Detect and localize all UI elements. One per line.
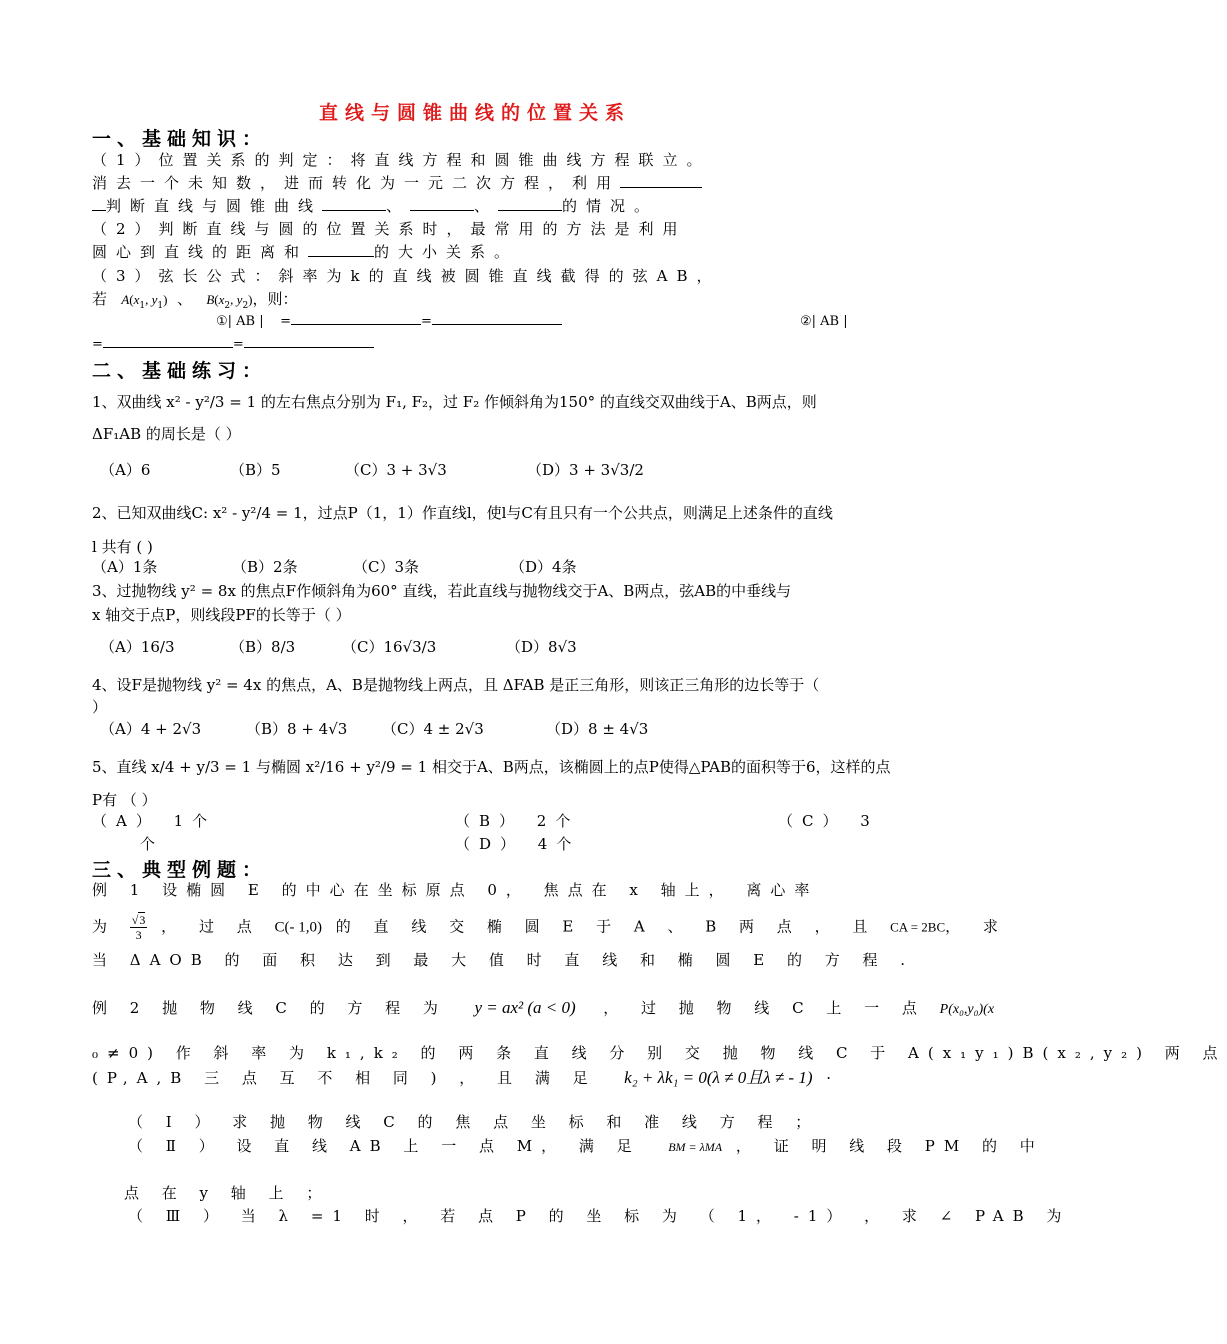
s1-formula2: ②| AB | — [800, 314, 848, 329]
ex2-sub2-cont: 点 在 y 轴 上 ； — [124, 1184, 331, 1202]
ex1-line1: 例 1 设椭圆 E 的中心在坐标原点 0， 焦点在 x 轴上， 离心率 — [92, 881, 819, 899]
q2-option-d: （D）4条 — [510, 558, 577, 576]
q1-text2: ΔF₁AB 的周长是（ ） — [92, 425, 241, 443]
s1-p1-line2: 消去一个未知数，进而转化为一元二次方程，利用 — [92, 173, 702, 193]
q2-text: 2、已知双曲线C: x² - y²/4 = 1，过点P（1，1）作直线l，使l与C有且只有一个公共点，则满足上述条件的直线 — [92, 504, 833, 522]
q2-text2: l 共有 ( ) — [92, 538, 153, 556]
q3-option-d: （D）8√3 — [506, 638, 577, 656]
s1-p3-line1: （3）弦长公式：斜率为k的直线被圆锥直线截得的弦AB， — [92, 267, 721, 285]
q2-option-b: （B）2条 — [232, 558, 298, 576]
q4-option-d: （D）8 ± 4√3 — [546, 720, 649, 738]
ex2-line3: (P,A,B 三 点 互 不 相 同 ) ， 且 满 足 k₂ + λk₁ = 0(λ ≠ 0且λ ≠ - 1) · — [92, 1068, 841, 1087]
q5-option-c: （C） 3 — [778, 812, 879, 830]
q2-option-c: （C）3条 — [353, 558, 420, 576]
ex2-sub3: （ Ⅲ ） 当 λ =1 时 ， 若 点 P 的 坐 标 为 （ 1， -1） ， 求 ∠ PAB 为 — [128, 1207, 1071, 1225]
s1-p3-line2: 若 $A(x_1$, $y_1$) 、 $B(x_2$, $y_2$)，则： — [92, 290, 298, 311]
q2-option-a: （A）1条 — [92, 558, 158, 576]
q4-text: 4、设F是抛物线 y² = 4x 的焦点，A、B是抛物线上两点，且 ΔFAB 是正三角形，则该正三角形的边长等于（ — [92, 676, 820, 694]
q4-text2: ） — [92, 698, 108, 716]
ex2-sub2: （ Ⅱ ） 设 直 线 AB 上 一 点 M， 满 足 BM = λMA ， 证 明 线 段 PM 的 中 — [128, 1137, 1044, 1155]
section-1-heading: 一、基础知识： — [92, 128, 268, 150]
q1-option-d: （D）3 + 3√3/2 — [527, 461, 644, 479]
q1-option-c: （C）3 + 3√3 — [345, 461, 447, 479]
section-2-heading: 二、基础练习： — [92, 360, 268, 382]
q4-option-b: （B）8 + 4√3 — [246, 720, 348, 738]
s1-p1-line3: 判断直线与圆锥曲线 、 、 的情况。 — [92, 196, 658, 216]
q1-text: 1、双曲线 x² - y²/3 = 1 的左右焦点分别为 F₁, F₂，过 F₂ 作倾斜角为150° 的直线交双曲线于A、B两点，则 — [92, 393, 817, 411]
q5-option-b: （B） 2个 — [455, 812, 580, 830]
q5-option-d: （D） 4个 — [455, 835, 581, 853]
q3-option-b: （B）8/3 — [230, 638, 296, 656]
q3-text: 3、过抛物线 y² = 8x 的焦点F作倾斜角为60° 直线，若此直线与抛物线交于A、B两点，弦AB的中垂线与 — [92, 582, 792, 600]
q5-text2: P有 （ ） — [92, 791, 157, 809]
q3-option-c: （C）16√3/3 — [342, 638, 437, 656]
q4-option-a: （A）4 + 2√3 — [100, 720, 202, 738]
q5-text: 5、直线 x/4 + y/3 = 1 与椭圆 x²/16 + y²/9 = 1 相交于A、B两点，该椭圆上的点P使得△PAB的面积等于6，这样的点 — [92, 758, 891, 776]
section-3-heading: 三、典型例题： — [92, 859, 268, 881]
ex2-line2: ₀≠0) 作 斜 率 为 k₁,k₂ 的 两 条 直 线 分 别 交 抛 物 线 C 于 A(x₁y₁)B(x₂,y₂) 两 点 — [92, 1044, 1227, 1062]
q1-option-a: （A）6 — [100, 461, 151, 479]
q3-option-a: （A）16/3 — [100, 638, 175, 656]
ex1-line3: 当 ΔAOB 的 面 积 达 到 最 大 值 时 直 线 和 椭 圆 E 的 方 程 . — [92, 951, 915, 969]
q5-option-a: （A） 1个 — [92, 812, 217, 830]
q3-text2: x 轴交于点P，则线段PF的长等于（ ） — [92, 606, 351, 624]
ex2-line1: 例 2 抛 物 线 C 的 方 程 为 y = ax² (a < 0) ， 过 抛 物 线 C 上 一 点 P(x₀,y₀)(x — [92, 998, 995, 1017]
q5-option-c-cont: 个 — [140, 835, 156, 853]
ex2-sub1: （ Ⅰ ） 求 抛 物 线 C 的 焦 点 坐 标 和 准 线 方 程 ； — [128, 1113, 820, 1131]
s1-p1-line1: （1）位置关系的判定：将直线方程和圆锥曲线方程联立。 — [92, 151, 711, 169]
ex1-line2: 为 $\frac{√3}{3}$ ， 过 点 C(- 1,0) 的 直 线 交 椭 圆 E 于 A 、 B 两 点 ， 且 CA = 2BC， 求 — [92, 913, 1007, 942]
s1-p2-line1: （2）判断直线与圆的位置关系时，最常用的方法是利用 — [92, 220, 687, 238]
q1-option-b: （B）5 — [230, 461, 281, 479]
page-title: 直线与圆锥曲线的位置关系 — [318, 102, 631, 124]
s1-formula1: ①| AB | = = — [216, 312, 562, 332]
s1-p2-line2: 圆心到直线的距离和 的大小关系。 — [92, 243, 519, 261]
s1-formula2-cont: = = — [92, 335, 374, 355]
q4-option-c: （C）4 ± 2√3 — [382, 720, 484, 738]
